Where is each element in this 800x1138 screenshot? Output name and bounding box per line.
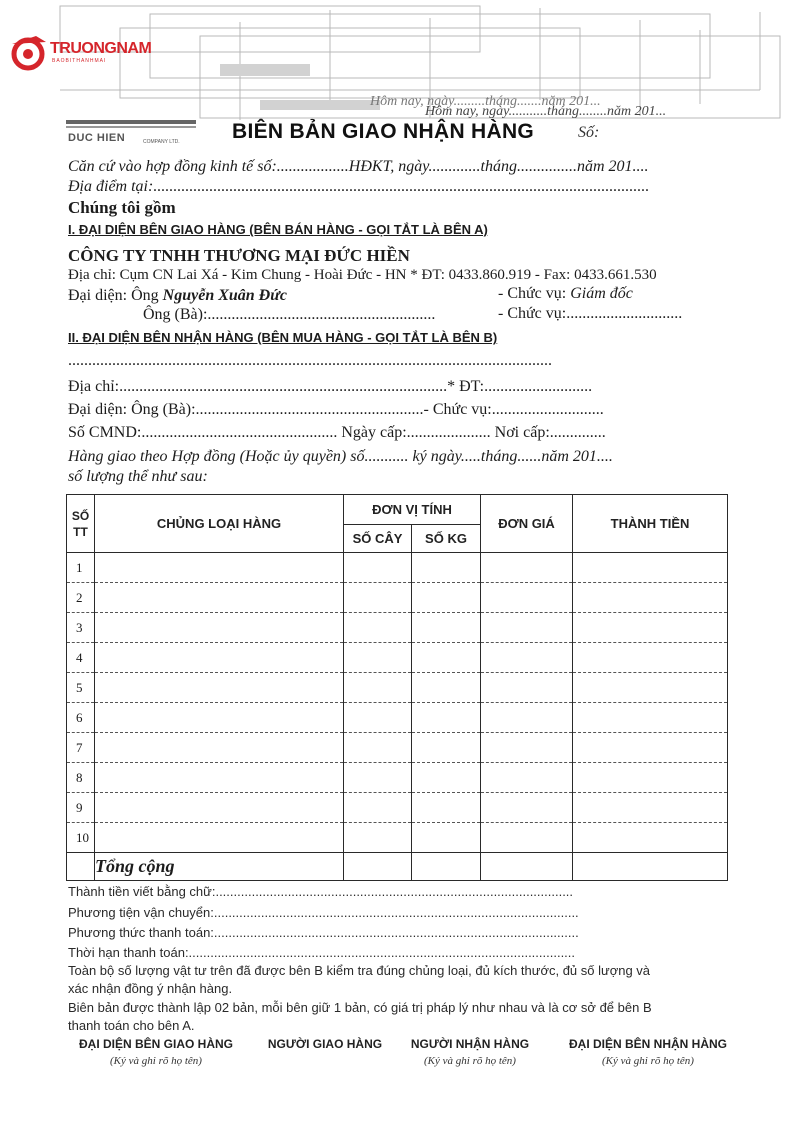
row-type-cell[interactable] [95,613,344,643]
row-number: 2 [67,583,95,613]
row-type-cell[interactable] [95,703,344,733]
confirm-line-2: xác nhận đồng ý nhận hàng. [68,981,233,996]
brand-tagline: BAOBITHANHMAI [52,58,107,64]
company-logo-sub: COMPANY LTD. [143,139,180,145]
total-label: Tổng cộng [95,853,344,881]
party-b-id: Số CMND:................................................. Ngày cấp:..................... Nơi cấp:.............. [68,424,606,441]
col-header-unit: ĐƠN VỊ TÍNH [344,495,481,525]
row-price-cell[interactable] [481,553,573,583]
position-label: - Chức vụ: [498,285,571,302]
row-kg-cell[interactable] [412,643,481,673]
row-trees-cell[interactable] [344,553,412,583]
signature-note: (Ký và ghi rõ họ tên) [424,1055,516,1067]
party-b-address: Địa chỉ:..................................................................................* ĐT:........................... [68,378,593,395]
document-number-label: Số: [578,124,600,141]
goods-table [66,494,728,881]
table-row [67,583,728,613]
row-number: 1 [67,553,95,583]
party-a-company: CÔNG TY TNHH THƯƠNG MẠI ĐỨC HIỀN [68,246,410,265]
we-include-heading: Chúng tôi gồm [68,198,176,217]
row-trees-cell[interactable] [344,613,412,643]
col-header-price: ĐƠN GIÁ [481,495,573,553]
col-header-no: SỐ TT [67,495,95,553]
table-row [67,553,728,583]
brand-name: TRUONGNAM [50,40,152,57]
row-amount-cell[interactable] [573,793,728,823]
signature-title: ĐẠI DIỆN BÊN NHẬN HÀNG [568,1037,727,1051]
row-price-cell[interactable] [481,823,573,853]
signature-note: (Ký và ghi rõ họ tên) [602,1055,694,1067]
table-row [67,703,728,733]
row-price-cell[interactable] [481,703,573,733]
row-kg-cell[interactable] [412,703,481,733]
copies-line-2: thanh toán cho bên A. [68,1018,195,1033]
row-amount-cell[interactable] [573,583,728,613]
signature-note: (Ký và ghi rõ họ tên) [110,1055,202,1067]
row-number: 10 [67,823,95,853]
signature-receiver [395,1037,545,1067]
row-kg-cell[interactable] [412,763,481,793]
ghost-date-line: Hôm nay, ngày...........tháng........năm 201... [425,104,667,119]
row-number: 6 [67,703,95,733]
row-amount-cell[interactable] [573,823,728,853]
row-price-cell[interactable] [481,643,573,673]
col-header-trees: SỐ CÂY [344,525,412,553]
row-number: 7 [67,733,95,763]
party-b-heading: II. ĐẠI DIỆN BÊN NHẬN HÀNG (BÊN MUA HÀNG - GỌI TẮT LÀ BÊN B) [68,330,498,345]
col-header-type: CHỦNG LOẠI HÀNG [95,495,344,553]
contract-line: Căn cứ vào hợp đồng kinh tế số:..................HĐKT, ngày.............tháng...............năm 201.... [68,158,649,175]
row-trees-cell[interactable] [344,703,412,733]
payment-method-line: Phương thức thanh toán:..................................................................................................... [68,925,579,940]
signature-deliverer [250,1037,400,1051]
party-a-rep2: Ông (Bà):......................................................... [143,306,436,323]
row-number: 3 [67,613,95,643]
party-a-position [498,285,633,303]
delivery-line: Hàng giao theo Hợp đồng (Hoặc ủy quyền) số........... ký ngày.....tháng......năm 201.... [68,448,613,465]
party-a-heading: I. ĐẠI DIỆN BÊN GIAO HÀNG (BÊN BÁN HÀNG - GỌI TẮT LÀ BÊN A) [68,222,488,237]
row-price-cell[interactable] [481,793,573,823]
row-type-cell[interactable] [95,823,344,853]
row-amount-cell[interactable] [573,553,728,583]
row-amount-cell[interactable] [573,673,728,703]
signature-title: ĐẠI DIỆN BÊN GIAO HÀNG [78,1037,233,1051]
signature-title: NGƯỜI GIAO HÀNG [267,1037,383,1051]
row-amount-cell[interactable] [573,763,728,793]
table-row [67,613,728,643]
total-row [67,853,728,881]
row-trees-cell[interactable] [344,673,412,703]
location-line: Địa điểm tại:............................................................................................................................ [68,178,650,195]
row-amount-cell[interactable] [573,613,728,643]
table-row [67,643,728,673]
row-amount-cell[interactable] [573,733,728,763]
copies-line-1: Biên bản được thành lập 02 bản, mỗi bên giữ 1 bản, có giá trị pháp lý như nhau và là cơ sở để bên B [68,1000,652,1015]
transport-line: Phương tiện vận chuyển:..................................................................................................... [68,905,579,920]
row-type-cell[interactable] [95,793,344,823]
row-price-cell[interactable] [481,763,573,793]
ghost-date-line: Hôm nay, ngày.........tháng.......năm 201... [370,94,601,109]
row-kg-cell[interactable] [412,583,481,613]
row-kg-cell[interactable] [412,733,481,763]
row-price-cell[interactable] [481,673,573,703]
row-type-cell[interactable] [95,583,344,613]
document-title: BIÊN BẢN GIAO NHẬN HÀNG [232,120,535,143]
party-b-blank: ......................................................................................................................... [68,352,552,369]
row-type-cell[interactable] [95,643,344,673]
col-header-kg: SỐ KG [412,525,481,553]
party-a-address: Địa chỉ: Cụm CN Lai Xá - Kim Chung - Hoài Đức - HN * ĐT: 0433.860.919 - Fax: 0433.661.530 [68,267,657,283]
row-type-cell[interactable] [95,553,344,583]
row-trees-cell[interactable] [344,763,412,793]
row-number: 4 [67,643,95,673]
party-a-position2: - Chức vụ:............................. [498,305,683,322]
party-b-representative: Đại diện: Ông (Bà):.........................................................- Chức vụ:............................ [68,401,604,418]
table-row [67,793,728,823]
row-kg-cell[interactable] [412,673,481,703]
table-row [67,673,728,703]
rep-prefix: Đại diện: Ông [68,287,163,304]
amount-in-words: Thành tiền viết bằng chữ:................................................................................................... [68,884,574,899]
row-amount-cell[interactable] [573,643,728,673]
row-kg-cell[interactable] [412,553,481,583]
row-number: 8 [67,763,95,793]
payment-term-line: Thời hạn thanh toán:........................................................................................................... [68,945,576,960]
table-row [67,733,728,763]
row-trees-cell[interactable] [344,643,412,673]
row-number: 5 [67,673,95,703]
position-value: Giám đốc [570,285,633,302]
party-a-representative [68,287,287,305]
company-logo-name: DUC HIEN [68,132,126,144]
rep-name: Nguyễn Xuân Đức [162,287,287,304]
row-type-cell[interactable] [95,673,344,703]
row-kg-cell[interactable] [412,823,481,853]
signature-buyer-rep [548,1037,748,1067]
row-price-cell[interactable] [481,613,573,643]
signature-title: NGƯỜI NHẬN HÀNG [410,1037,530,1051]
row-trees-cell[interactable] [344,583,412,613]
confirm-line-1: Toàn bộ số lượng vật tư trên đã được bên B kiểm tra đúng chủng loại, đủ kích thước, đủ số lượng và [68,963,651,978]
row-kg-cell[interactable] [412,613,481,643]
signature-seller-rep [56,1037,256,1067]
row-price-cell[interactable] [481,583,573,613]
table-row [67,763,728,793]
row-trees-cell[interactable] [344,793,412,823]
row-trees-cell[interactable] [344,823,412,853]
row-type-cell[interactable] [95,733,344,763]
row-amount-cell[interactable] [573,703,728,733]
row-price-cell[interactable] [481,733,573,763]
row-trees-cell[interactable] [344,733,412,763]
row-kg-cell[interactable] [412,793,481,823]
col-header-amount: THÀNH TIỀN [573,495,728,553]
quantity-line: số lượng thể như sau: [68,468,208,485]
row-type-cell[interactable] [95,763,344,793]
row-number: 9 [67,793,95,823]
table-row [67,823,728,853]
